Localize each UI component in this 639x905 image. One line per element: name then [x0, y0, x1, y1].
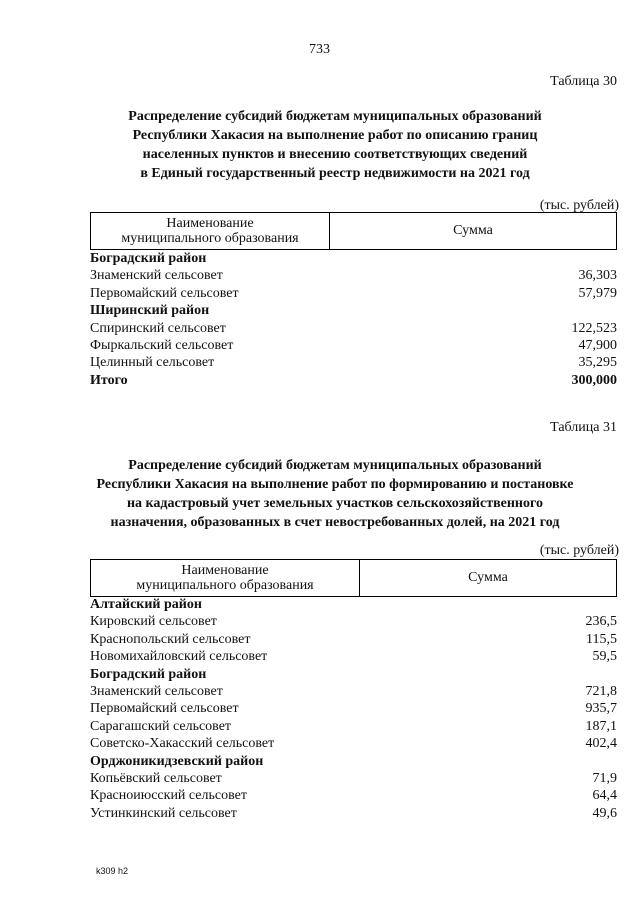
row-name: Спиринский сельсовет [90, 320, 226, 336]
table-row [90, 648, 617, 665]
row-value: 57,979 [578, 285, 617, 301]
row-name: Новомихайловский сельсовет [90, 649, 268, 665]
row-value: 236,5 [585, 614, 617, 630]
row-value: 115,5 [586, 631, 617, 647]
row-name: Кировский сельсовет [90, 614, 217, 630]
header-name-line: Наименование [181, 563, 269, 578]
table-row [90, 700, 617, 717]
table-31-title-line: Республики Хакасия на выполнение работ по формированию и постановке [96, 477, 574, 492]
table-30-units: (тыс. рублей) [539, 198, 619, 213]
table-31-title [60, 456, 610, 532]
table-30-title-line: Распределение субсидий бюджетам муниципальных образований [128, 109, 542, 124]
district-heading-row [90, 250, 617, 267]
table-row [90, 267, 617, 284]
table-31-title-line: Распределение субсидий бюджетам муниципальных образований [128, 458, 542, 473]
row-name: Первомайский сельсовет [90, 285, 239, 301]
row-name: Копьёвский сельсовет [90, 770, 222, 786]
table-row [90, 805, 617, 822]
page-number: 733 [309, 42, 330, 57]
row-value: 71,9 [592, 770, 617, 786]
table-31-header-sum: Сумма [468, 570, 508, 585]
table-row [90, 285, 617, 302]
table-row [90, 613, 617, 630]
table-30-header-sum: Сумма [453, 223, 493, 238]
row-value: 122,523 [571, 320, 617, 336]
row-name: Алтайский район [90, 597, 202, 612]
table-30-header [90, 212, 617, 250]
row-name: Устинкинский сельсовет [90, 805, 237, 821]
table-31-title-line: назначения, образованных в счет невостребованных долей, на 2021 год [110, 515, 560, 530]
table-row [90, 718, 617, 735]
table-row [90, 683, 617, 700]
table-row [90, 770, 617, 787]
row-value: 187,1 [585, 718, 617, 734]
row-value: 59,5 [592, 649, 617, 665]
table-31-units: (тыс. рублей) [539, 543, 619, 558]
total-row [90, 372, 617, 389]
row-name: Краснопольский сельсовет [90, 631, 251, 647]
row-name: Боградский район [90, 666, 207, 682]
row-name: Фыркальский сельсовет [90, 337, 234, 353]
table-row [90, 354, 617, 371]
row-value: 64,4 [592, 788, 617, 804]
row-value: 36,303 [578, 268, 617, 284]
table-31-header-name [91, 560, 360, 596]
row-value: 49,6 [592, 805, 617, 821]
row-name: Знаменский сельсовет [90, 683, 223, 699]
table-30-title-line: Республики Хакасия на выполнение работ по описанию границ [132, 128, 538, 143]
district-heading-row [90, 596, 617, 613]
row-name: Первомайский сельсовет [90, 701, 239, 717]
header-name-line: муниципального образования [136, 578, 314, 593]
footer-code: k309 h2 [96, 866, 129, 876]
table-30-label: Таблица 30 [550, 74, 617, 89]
table-30-title-line: населенных пунктов и внесению соответствующих сведений [142, 147, 528, 162]
table-row [90, 735, 617, 752]
table-31-title-line: на кадастровый учет земельных участков сельскохозяйственного [126, 496, 543, 511]
header-name-line: Наименование [166, 216, 254, 231]
row-name: Ширинский район [90, 303, 210, 319]
table-30-header-name [91, 213, 330, 249]
table-30-body [90, 250, 617, 389]
row-value: 35,295 [578, 355, 617, 371]
row-value: 402,4 [585, 736, 617, 752]
row-name: Целинный сельсовет [90, 355, 215, 371]
table-31-body [90, 596, 617, 822]
row-value: 935,7 [585, 701, 617, 717]
row-name: Итого [90, 372, 128, 388]
table-row [90, 320, 617, 337]
row-value: 721,8 [585, 683, 617, 699]
header-name-line: муниципального образования [121, 231, 299, 246]
row-name: Советско-Хакасский сельсовет [90, 736, 275, 752]
table-row [90, 337, 617, 354]
table-row [90, 631, 617, 648]
row-name: Орджоникидзевский район [90, 753, 264, 769]
row-name: Красноиюсский сельсовет [90, 788, 247, 804]
table-row [90, 787, 617, 804]
row-name: Сарагашский сельсовет [90, 718, 232, 734]
row-name: Знаменский сельсовет [90, 268, 223, 284]
district-heading-row [90, 753, 617, 770]
row-value: 300,000 [571, 372, 617, 388]
row-name: Боградский район [90, 251, 207, 266]
table-30-title-line: в Единый государственный реестр недвижимости на 2021 год [140, 166, 530, 181]
row-value: 47,900 [578, 337, 617, 353]
district-heading-row [90, 666, 617, 683]
table-30-title [60, 107, 610, 183]
table-31-label: Таблица 31 [550, 420, 617, 435]
district-heading-row [90, 302, 617, 319]
table-31-header [90, 559, 617, 597]
